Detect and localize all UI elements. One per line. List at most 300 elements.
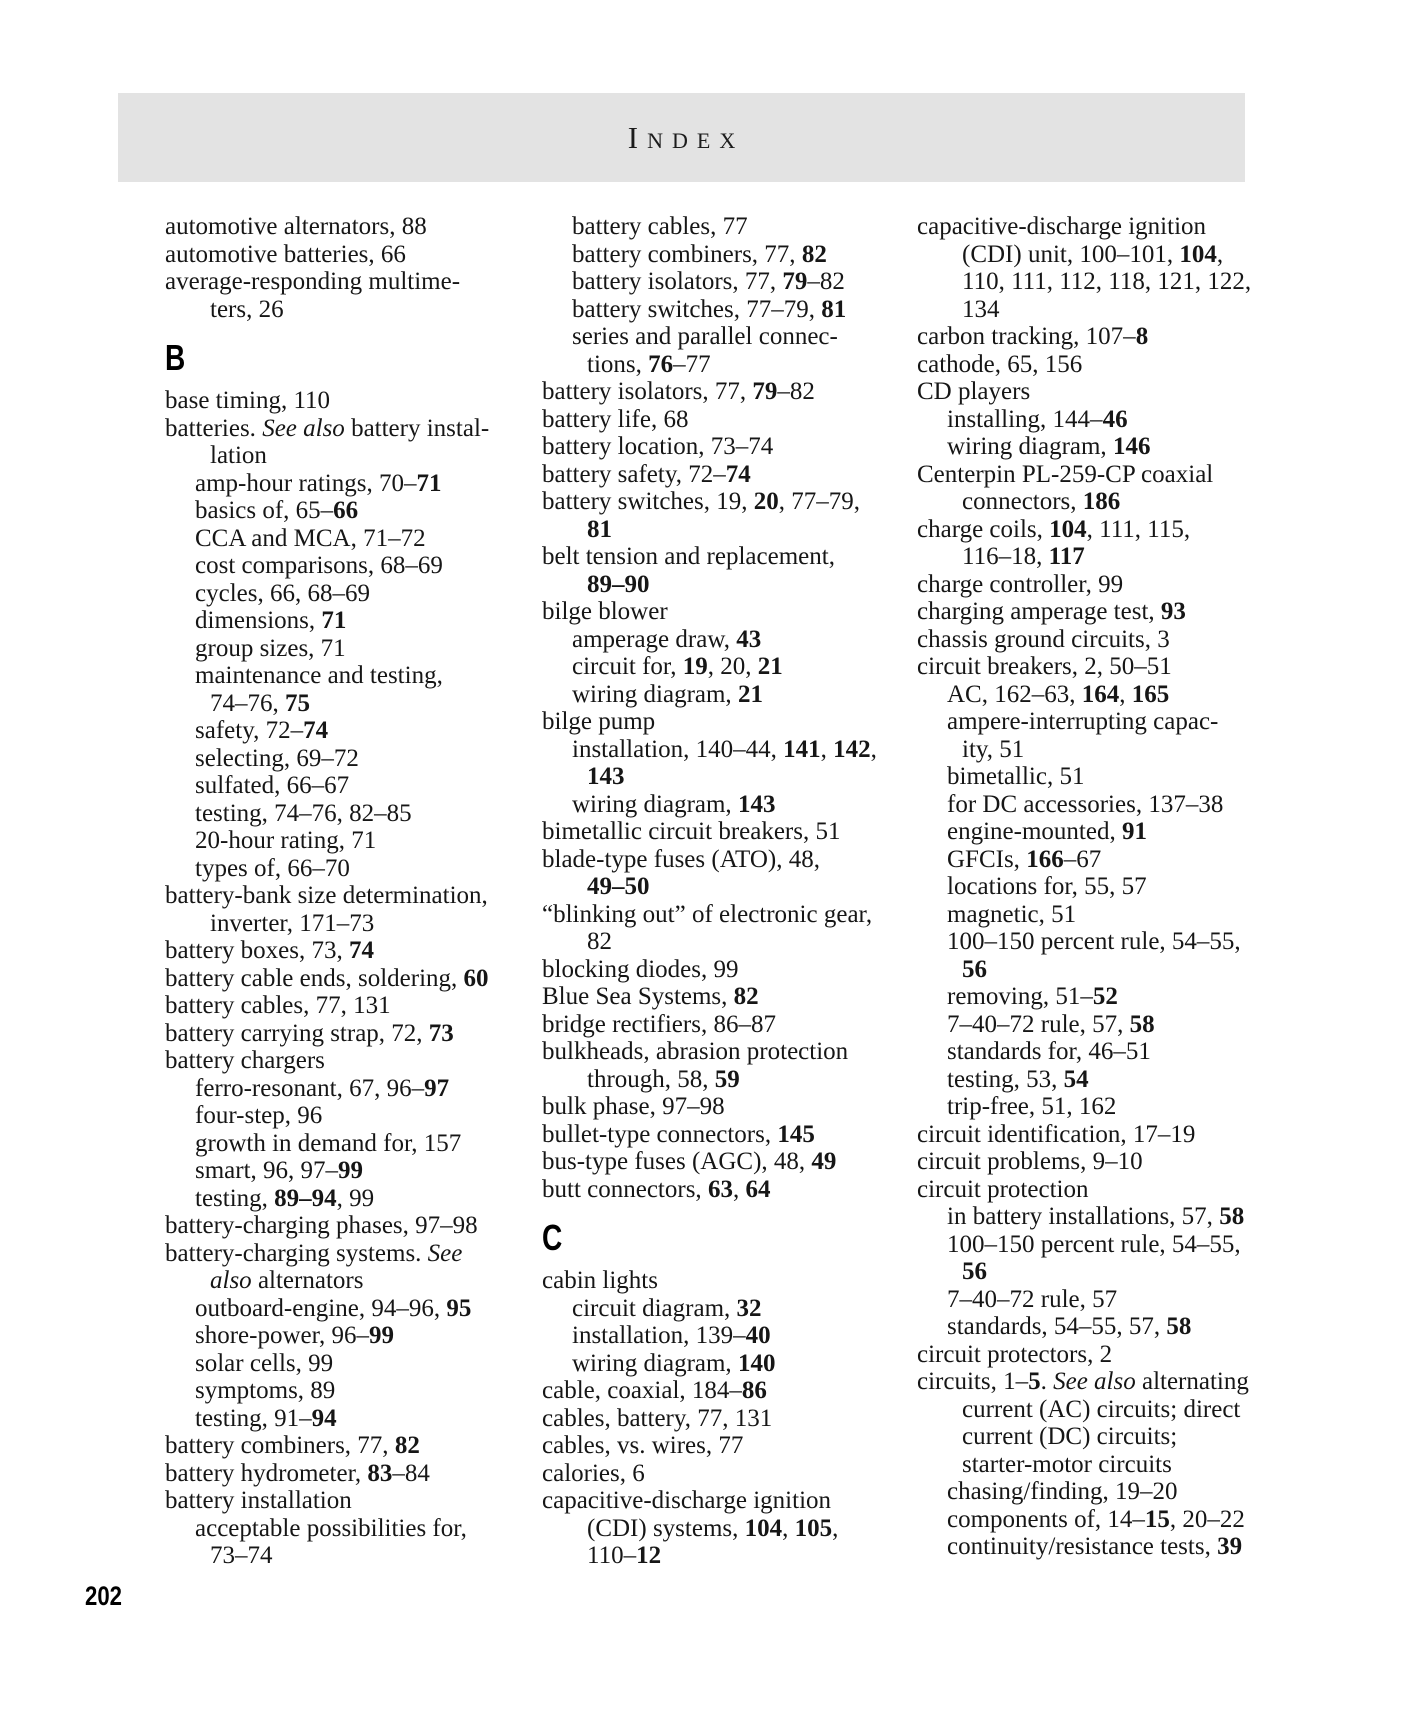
index-entry-line bbox=[917, 763, 1357, 791]
entry-text: battery instal- bbox=[344, 414, 490, 442]
entry-text: 74–76, bbox=[210, 689, 285, 717]
entry-text: shore-power, 96– bbox=[195, 1322, 369, 1349]
entry-text: battery-bank size determination, bbox=[165, 882, 488, 909]
index-entry-line bbox=[917, 213, 1357, 241]
index-entry-line bbox=[165, 910, 542, 938]
entry-text: battery life, 68 bbox=[542, 405, 689, 433]
entry-text: dimensions, bbox=[195, 607, 322, 634]
cross-reference: See bbox=[427, 1239, 463, 1267]
entry-text: . bbox=[1040, 1368, 1054, 1395]
locator-bold: 19 bbox=[682, 653, 708, 680]
entry-text: cable, coaxial, 184– bbox=[542, 1377, 742, 1404]
index-entry-line bbox=[917, 736, 1357, 764]
entry-text: for DC accessories, 137–38 bbox=[947, 790, 1224, 818]
entry-text: , 111, 115, bbox=[1086, 515, 1191, 543]
index-entry-line bbox=[542, 928, 917, 956]
entry-text: carbon tracking, 107– bbox=[917, 323, 1136, 350]
entry-text: charging amperage test, bbox=[917, 598, 1161, 625]
index-entry-line bbox=[165, 717, 542, 745]
entry-text: battery isolators, 77, bbox=[542, 378, 753, 405]
index-entry-line bbox=[165, 580, 542, 608]
entry-text: smart, 96, 97– bbox=[195, 1157, 339, 1184]
locator-bold: 89–94 bbox=[274, 1184, 337, 1212]
locator-bold: 143 bbox=[587, 763, 625, 790]
locator-bold: 140 bbox=[737, 1349, 776, 1377]
entry-text: 7–40–72 rule, 57 bbox=[947, 1285, 1118, 1313]
locator-bold: 142 bbox=[833, 735, 871, 763]
index-entry-line bbox=[917, 1286, 1357, 1314]
index-entry-line bbox=[165, 882, 542, 910]
entry-text: battery cables, 77 bbox=[572, 213, 748, 240]
entry-text: average-responding multime- bbox=[165, 268, 461, 295]
locator-bold: 97 bbox=[424, 1074, 450, 1102]
entry-text: cost comparisons, 68–69 bbox=[195, 552, 443, 579]
entry-text: Centerpin PL-259-CP coaxial bbox=[917, 460, 1214, 488]
entry-text: battery switches, 19, bbox=[542, 488, 754, 515]
locator-bold: 56 bbox=[962, 955, 987, 983]
entry-text: locations for, 55, 57 bbox=[947, 873, 1147, 900]
locator-bold: 76 bbox=[648, 350, 674, 378]
locator-bold: 5 bbox=[1028, 1368, 1041, 1395]
entry-text: 110, 111, 112, 118, 121, 122, bbox=[962, 268, 1252, 295]
index-entry-line bbox=[917, 1258, 1357, 1286]
locator-bold: 99 bbox=[368, 1322, 394, 1349]
entry-text: bridge rectifiers, 86–87 bbox=[542, 1010, 776, 1038]
entry-text: circuit breakers, 2, 50–51 bbox=[917, 653, 1172, 680]
entry-text: 73–74 bbox=[210, 1542, 273, 1569]
entry-text: battery switches, 77–79, bbox=[572, 295, 822, 323]
entry-text: 100–150 percent rule, 54–55, bbox=[947, 1230, 1241, 1258]
index-entry-line bbox=[542, 1487, 917, 1515]
entry-text: circuit identification, 17–19 bbox=[917, 1120, 1196, 1148]
index-entry-line bbox=[165, 525, 542, 553]
entry-text: installing, 144– bbox=[947, 405, 1103, 433]
entry-text: growth in demand for, 157 bbox=[195, 1129, 462, 1157]
entry-text: cables, battery, 77, 131 bbox=[542, 1404, 773, 1432]
index-entry-line bbox=[917, 1203, 1357, 1231]
entry-text: charge coils, bbox=[917, 515, 1050, 543]
index-entry-line bbox=[165, 470, 542, 498]
index-entry-line bbox=[165, 745, 542, 773]
entry-text: , bbox=[820, 735, 834, 763]
entry-text: testing, 74–76, 82–85 bbox=[195, 799, 412, 827]
entry-text: chassis ground circuits, 3 bbox=[917, 625, 1170, 653]
index-entry-line bbox=[917, 681, 1357, 709]
locator-bold: 83 bbox=[367, 1459, 393, 1487]
index-entry-line bbox=[917, 598, 1357, 626]
index-entry-line bbox=[165, 662, 542, 690]
index-entry-line bbox=[917, 268, 1357, 296]
index-entry-line bbox=[165, 607, 542, 635]
index-entry-line bbox=[165, 937, 542, 965]
index-header-band bbox=[118, 93, 1245, 182]
index-entry-line bbox=[165, 635, 542, 663]
locator-bold: 104 bbox=[1049, 515, 1087, 543]
entry-text: , bbox=[1119, 680, 1132, 708]
entry-text: circuit protectors, 2 bbox=[917, 1340, 1113, 1368]
entry-text: wiring diagram, bbox=[572, 790, 738, 818]
locator-bold: 60 bbox=[463, 964, 489, 992]
entry-text: battery safety, 72– bbox=[542, 460, 726, 488]
index-entry-line bbox=[542, 323, 917, 351]
entry-text: 20-hour rating, 71 bbox=[195, 827, 377, 854]
locator-bold: 89–90 bbox=[587, 570, 650, 598]
locator-bold: 74 bbox=[725, 460, 751, 488]
locator-bold: 39 bbox=[1217, 1533, 1243, 1560]
entry-text: magnetic, 51 bbox=[947, 900, 1077, 928]
index-entry-line bbox=[917, 241, 1357, 269]
locator-bold: 66 bbox=[333, 497, 359, 524]
entry-text: connectors, bbox=[962, 488, 1083, 515]
entry-text: bulk phase, 97–98 bbox=[542, 1093, 725, 1120]
index-entry-line bbox=[165, 1542, 542, 1570]
index-entry-line bbox=[917, 461, 1357, 489]
index-entry-line bbox=[917, 1313, 1357, 1341]
entry-text: series and parallel connec- bbox=[572, 323, 838, 350]
index-entry-line bbox=[165, 415, 542, 443]
index-entry-line bbox=[917, 1478, 1357, 1506]
entry-text: battery isolators, 77, bbox=[572, 268, 783, 295]
index-entry-line bbox=[917, 708, 1357, 736]
entry-text: base timing, 110 bbox=[165, 387, 331, 414]
entry-text: bullet-type connectors, bbox=[542, 1120, 778, 1148]
entry-text: acceptable possibilities for, bbox=[195, 1514, 467, 1542]
entry-text: ampere-interrupting capac- bbox=[947, 708, 1219, 735]
index-entry-line bbox=[542, 736, 917, 764]
entry-text: amperage draw, bbox=[572, 625, 737, 653]
locator-bold: 91 bbox=[1121, 818, 1147, 845]
index-entry-line bbox=[542, 1011, 917, 1039]
entry-text: amp-hour ratings, 70– bbox=[195, 469, 417, 497]
index-entry-line bbox=[165, 1020, 542, 1048]
index-entry-line bbox=[542, 571, 917, 599]
entry-text: –82 bbox=[807, 268, 845, 295]
index-entry-line bbox=[165, 772, 542, 800]
entry-text: sulfated, 66–67 bbox=[195, 772, 350, 799]
index-entry-line bbox=[542, 598, 917, 626]
index-entry-line bbox=[542, 1322, 917, 1350]
entry-text: AC, 162–63, bbox=[947, 680, 1082, 708]
entry-text: four-step, 96 bbox=[195, 1102, 323, 1129]
entry-text: 7–40–72 rule, 57, bbox=[947, 1010, 1130, 1038]
index-column bbox=[542, 213, 917, 1570]
entry-text: wiring diagram, bbox=[572, 1349, 738, 1377]
index-entry-line bbox=[917, 1011, 1357, 1039]
index-column bbox=[917, 213, 1357, 1561]
locator-bold: 21 bbox=[757, 653, 783, 680]
index-entry-line bbox=[917, 956, 1357, 984]
locator-bold: 82 bbox=[733, 983, 759, 1010]
index-entry-line bbox=[917, 1231, 1357, 1259]
entry-text: symptoms, 89 bbox=[195, 1377, 336, 1404]
index-entry-line bbox=[542, 983, 917, 1011]
entry-text: ity, 51 bbox=[962, 735, 1025, 763]
locator-bold: 117 bbox=[1048, 543, 1085, 570]
index-entry-line bbox=[542, 1295, 917, 1323]
index-entry-line bbox=[917, 1121, 1357, 1149]
locator-bold: 52 bbox=[1092, 983, 1118, 1010]
entry-text: , bbox=[1216, 240, 1224, 268]
entry-text: , 20, bbox=[707, 653, 758, 680]
entry-text: automotive alternators, 88 bbox=[165, 213, 427, 240]
locator-bold: 75 bbox=[285, 689, 310, 717]
locator-bold: 99 bbox=[338, 1157, 364, 1184]
index-entry-line bbox=[542, 873, 917, 901]
index-entry-line bbox=[917, 1066, 1357, 1094]
index-entry-line bbox=[917, 1423, 1357, 1451]
index-entry-line bbox=[165, 213, 542, 241]
index-entry-line bbox=[917, 1368, 1357, 1396]
entry-text: continuity/resistance tests, bbox=[947, 1533, 1218, 1560]
index-entry-line bbox=[165, 1432, 542, 1460]
entry-text: Blue Sea Systems, bbox=[542, 983, 734, 1010]
index-entry-line bbox=[542, 1148, 917, 1176]
entry-text: removing, 51– bbox=[947, 983, 1093, 1010]
locator-bold: 49–50 bbox=[587, 873, 650, 900]
entry-text: , bbox=[832, 1514, 839, 1542]
entry-text: (CDI) unit, 100–101, bbox=[962, 240, 1180, 268]
entry-text: battery combiners, 77, bbox=[165, 1432, 395, 1459]
locator-bold: 82 bbox=[801, 240, 827, 268]
locator-bold: 56 bbox=[962, 1258, 987, 1285]
entry-text: bimetallic, 51 bbox=[947, 763, 1085, 790]
index-entry-line bbox=[165, 296, 542, 324]
entry-text: charge controller, 99 bbox=[917, 570, 1124, 598]
index-entry-line bbox=[542, 1267, 917, 1295]
entry-text: , bbox=[732, 1175, 746, 1203]
entry-text: current (AC) circuits; direct bbox=[962, 1395, 1241, 1423]
entry-text: inverter, 171–73 bbox=[210, 909, 375, 937]
entry-text: current (DC) circuits; bbox=[962, 1423, 1178, 1450]
locator-bold: 104 bbox=[1179, 240, 1217, 268]
entry-text: , 20–22 bbox=[1169, 1505, 1245, 1533]
entry-text: –84 bbox=[392, 1459, 430, 1487]
index-entry-line bbox=[542, 708, 917, 736]
page-number: 202 bbox=[85, 1581, 122, 1611]
index-entry-line bbox=[165, 1460, 542, 1488]
index-entry-line bbox=[542, 1350, 917, 1378]
entry-text: basics of, 65– bbox=[195, 497, 334, 524]
locator-bold: 71 bbox=[321, 607, 347, 634]
entry-text: maintenance and testing, bbox=[195, 662, 443, 689]
locator-bold: 81 bbox=[821, 295, 847, 323]
entry-text: –82 bbox=[777, 378, 815, 405]
index-entry-line bbox=[917, 1148, 1357, 1176]
index-entry-line bbox=[165, 1185, 542, 1213]
index-entry-line bbox=[917, 323, 1357, 351]
index-entry-line bbox=[165, 992, 542, 1020]
entry-text: calories, 6 bbox=[542, 1459, 645, 1487]
index-column bbox=[165, 213, 542, 1570]
entry-text: safety, 72– bbox=[195, 717, 304, 744]
index-entry-line bbox=[165, 965, 542, 993]
locator-bold: 8 bbox=[1135, 323, 1149, 350]
entry-text: selecting, 69–72 bbox=[195, 744, 359, 772]
entry-text: “blinking out” of electronic gear, bbox=[542, 900, 873, 928]
entry-text: capacitive-discharge ignition bbox=[917, 213, 1207, 240]
locator-bold: 95 bbox=[446, 1294, 472, 1322]
entry-text: group sizes, 71 bbox=[195, 634, 346, 662]
index-entry-line bbox=[165, 1212, 542, 1240]
locator-bold: 73 bbox=[428, 1019, 454, 1047]
entry-text: testing, bbox=[195, 1184, 275, 1212]
index-entry-line bbox=[917, 488, 1357, 516]
index-entry-line bbox=[165, 442, 542, 470]
locator-bold: 58 bbox=[1129, 1010, 1155, 1038]
entry-text: 134 bbox=[962, 295, 1000, 323]
index-entry-line bbox=[542, 296, 917, 324]
index-entry-line bbox=[542, 626, 917, 654]
index-entry-line bbox=[542, 351, 917, 379]
entry-text: alternators bbox=[251, 1267, 364, 1294]
index-entry-line bbox=[165, 1350, 542, 1378]
entry-text: alternating bbox=[1135, 1368, 1249, 1395]
entry-text: cathode, 65, 156 bbox=[917, 350, 1083, 378]
locator-bold: 145 bbox=[777, 1120, 815, 1148]
entry-text: cycles, 66, 68–69 bbox=[195, 579, 370, 607]
entry-text: wiring diagram, bbox=[947, 433, 1113, 460]
entry-text: blade-type fuses (ATO), 48, bbox=[542, 845, 820, 873]
locator-bold: 40 bbox=[745, 1322, 771, 1349]
index-entry-line bbox=[165, 268, 542, 296]
entry-text: GFCIs, bbox=[947, 845, 1027, 873]
index-entry-line bbox=[165, 1267, 542, 1295]
locator-bold: 74 bbox=[348, 937, 374, 964]
entry-text: battery-charging systems. bbox=[165, 1239, 428, 1267]
locator-bold: 12 bbox=[636, 1542, 662, 1569]
locator-bold: 146 bbox=[1112, 433, 1151, 460]
index-entry-line bbox=[917, 928, 1357, 956]
locator-bold: 58 bbox=[1219, 1203, 1245, 1230]
index-entry-line bbox=[917, 846, 1357, 874]
index-entry-line bbox=[165, 387, 542, 415]
index-entry-line bbox=[542, 1176, 917, 1204]
index-entry-line bbox=[542, 1432, 917, 1460]
page-title: Index bbox=[627, 119, 745, 155]
section-heading: B bbox=[165, 337, 186, 378]
index-entry-line bbox=[542, 763, 917, 791]
locator-bold: 79 bbox=[782, 268, 808, 295]
index-entry-line bbox=[165, 241, 542, 269]
index-entry-line bbox=[542, 1515, 917, 1543]
entry-text: belt tension and replacement, bbox=[542, 543, 835, 570]
index-entry-line bbox=[165, 1405, 542, 1433]
entry-text: bulkheads, abrasion protection bbox=[542, 1038, 849, 1065]
entry-text: chasing/finding, 19–20 bbox=[947, 1478, 1178, 1505]
entry-text: battery location, 73–74 bbox=[542, 433, 774, 460]
index-entry-line bbox=[165, 1102, 542, 1130]
locator-bold: 165 bbox=[1131, 680, 1170, 708]
index-entry-line bbox=[165, 1377, 542, 1405]
cross-reference: See also bbox=[262, 414, 345, 442]
entry-text: tions, bbox=[587, 350, 649, 378]
locator-bold: 64 bbox=[745, 1175, 771, 1203]
locator-bold: 71 bbox=[416, 469, 442, 497]
entry-text: battery combiners, 77, bbox=[572, 240, 802, 268]
index-entry-line bbox=[542, 241, 917, 269]
index-entry-line bbox=[165, 552, 542, 580]
entry-text: cabin lights bbox=[542, 1267, 658, 1294]
entry-text: lation bbox=[210, 442, 267, 469]
index-entry-line bbox=[542, 268, 917, 296]
index-entry-line bbox=[542, 1542, 917, 1570]
cross-reference: See also bbox=[1053, 1368, 1136, 1395]
index-entry-line bbox=[917, 351, 1357, 379]
entry-text: CD players bbox=[917, 378, 1031, 405]
entry-text: types of, 66–70 bbox=[195, 854, 350, 882]
entry-text: capacitive-discharge ignition bbox=[542, 1487, 832, 1514]
locator-bold: 32 bbox=[736, 1294, 762, 1322]
entry-text: battery installation bbox=[165, 1487, 352, 1514]
entry-text: in battery installations, 57, bbox=[947, 1203, 1220, 1230]
entry-text: battery boxes, 73, bbox=[165, 937, 349, 964]
entry-text: 110– bbox=[587, 1542, 637, 1569]
index-entry-line bbox=[165, 497, 542, 525]
entry-text: butt connectors, bbox=[542, 1175, 708, 1203]
index-entry-line bbox=[917, 516, 1357, 544]
locator-bold: 143 bbox=[737, 790, 776, 818]
locator-bold: 59 bbox=[714, 1065, 740, 1093]
entry-text: solar cells, 99 bbox=[195, 1349, 334, 1377]
index-entry-line bbox=[917, 433, 1357, 461]
index-entry-line bbox=[542, 653, 917, 681]
index-entry-line bbox=[917, 1093, 1357, 1121]
entry-text: blocking diodes, 99 bbox=[542, 955, 739, 983]
entry-text: battery hydrometer, bbox=[165, 1459, 368, 1487]
index-entry-line bbox=[917, 1533, 1357, 1561]
index-entry-line bbox=[917, 543, 1357, 571]
index-entry-line bbox=[542, 1093, 917, 1121]
entry-text: standards, 54–55, 57, bbox=[947, 1313, 1167, 1340]
index-entry-line bbox=[917, 873, 1357, 901]
index-entry-line bbox=[917, 571, 1357, 599]
entry-text: , 99 bbox=[336, 1184, 375, 1212]
entry-text: battery cable ends, soldering, bbox=[165, 964, 464, 992]
index-entry-line bbox=[917, 1176, 1357, 1204]
index-entry-line bbox=[542, 378, 917, 406]
entry-text: bimetallic circuit breakers, 51 bbox=[542, 818, 841, 845]
locator-bold: 164 bbox=[1081, 680, 1120, 708]
entry-text: circuit protection bbox=[917, 1175, 1089, 1203]
index-entry-line bbox=[542, 901, 917, 929]
index-entry-line bbox=[917, 791, 1357, 819]
section-heading: C bbox=[542, 1217, 563, 1258]
index-entry-line bbox=[542, 1066, 917, 1094]
index-entry-line bbox=[542, 818, 917, 846]
entry-text: engine-mounted, bbox=[947, 818, 1122, 845]
cross-reference: also bbox=[210, 1267, 252, 1294]
index-entry-line bbox=[917, 378, 1357, 406]
entry-text: ters, 26 bbox=[210, 295, 284, 323]
locator-bold: 141 bbox=[783, 735, 821, 763]
index-entry-line bbox=[165, 800, 542, 828]
entry-text: standards for, 46–51 bbox=[947, 1038, 1151, 1065]
entry-text: outboard-engine, 94–96, bbox=[195, 1294, 447, 1322]
index-entry-line bbox=[165, 855, 542, 883]
entry-text: 100–150 percent rule, 54–55, bbox=[947, 928, 1241, 955]
locator-bold: 82 bbox=[394, 1432, 420, 1459]
index-entry-line bbox=[165, 1157, 542, 1185]
entry-text: testing, 91– bbox=[195, 1404, 312, 1432]
entry-text: installation, 139– bbox=[572, 1322, 746, 1349]
entry-text: –77 bbox=[673, 350, 711, 378]
entry-text: cables, vs. wires, 77 bbox=[542, 1432, 744, 1459]
index-entry-line bbox=[542, 543, 917, 571]
index-entry-line bbox=[917, 983, 1357, 1011]
entry-text: circuit for, bbox=[572, 653, 683, 680]
entry-text: battery-charging phases, 97–98 bbox=[165, 1212, 478, 1239]
index-entry-line bbox=[542, 681, 917, 709]
